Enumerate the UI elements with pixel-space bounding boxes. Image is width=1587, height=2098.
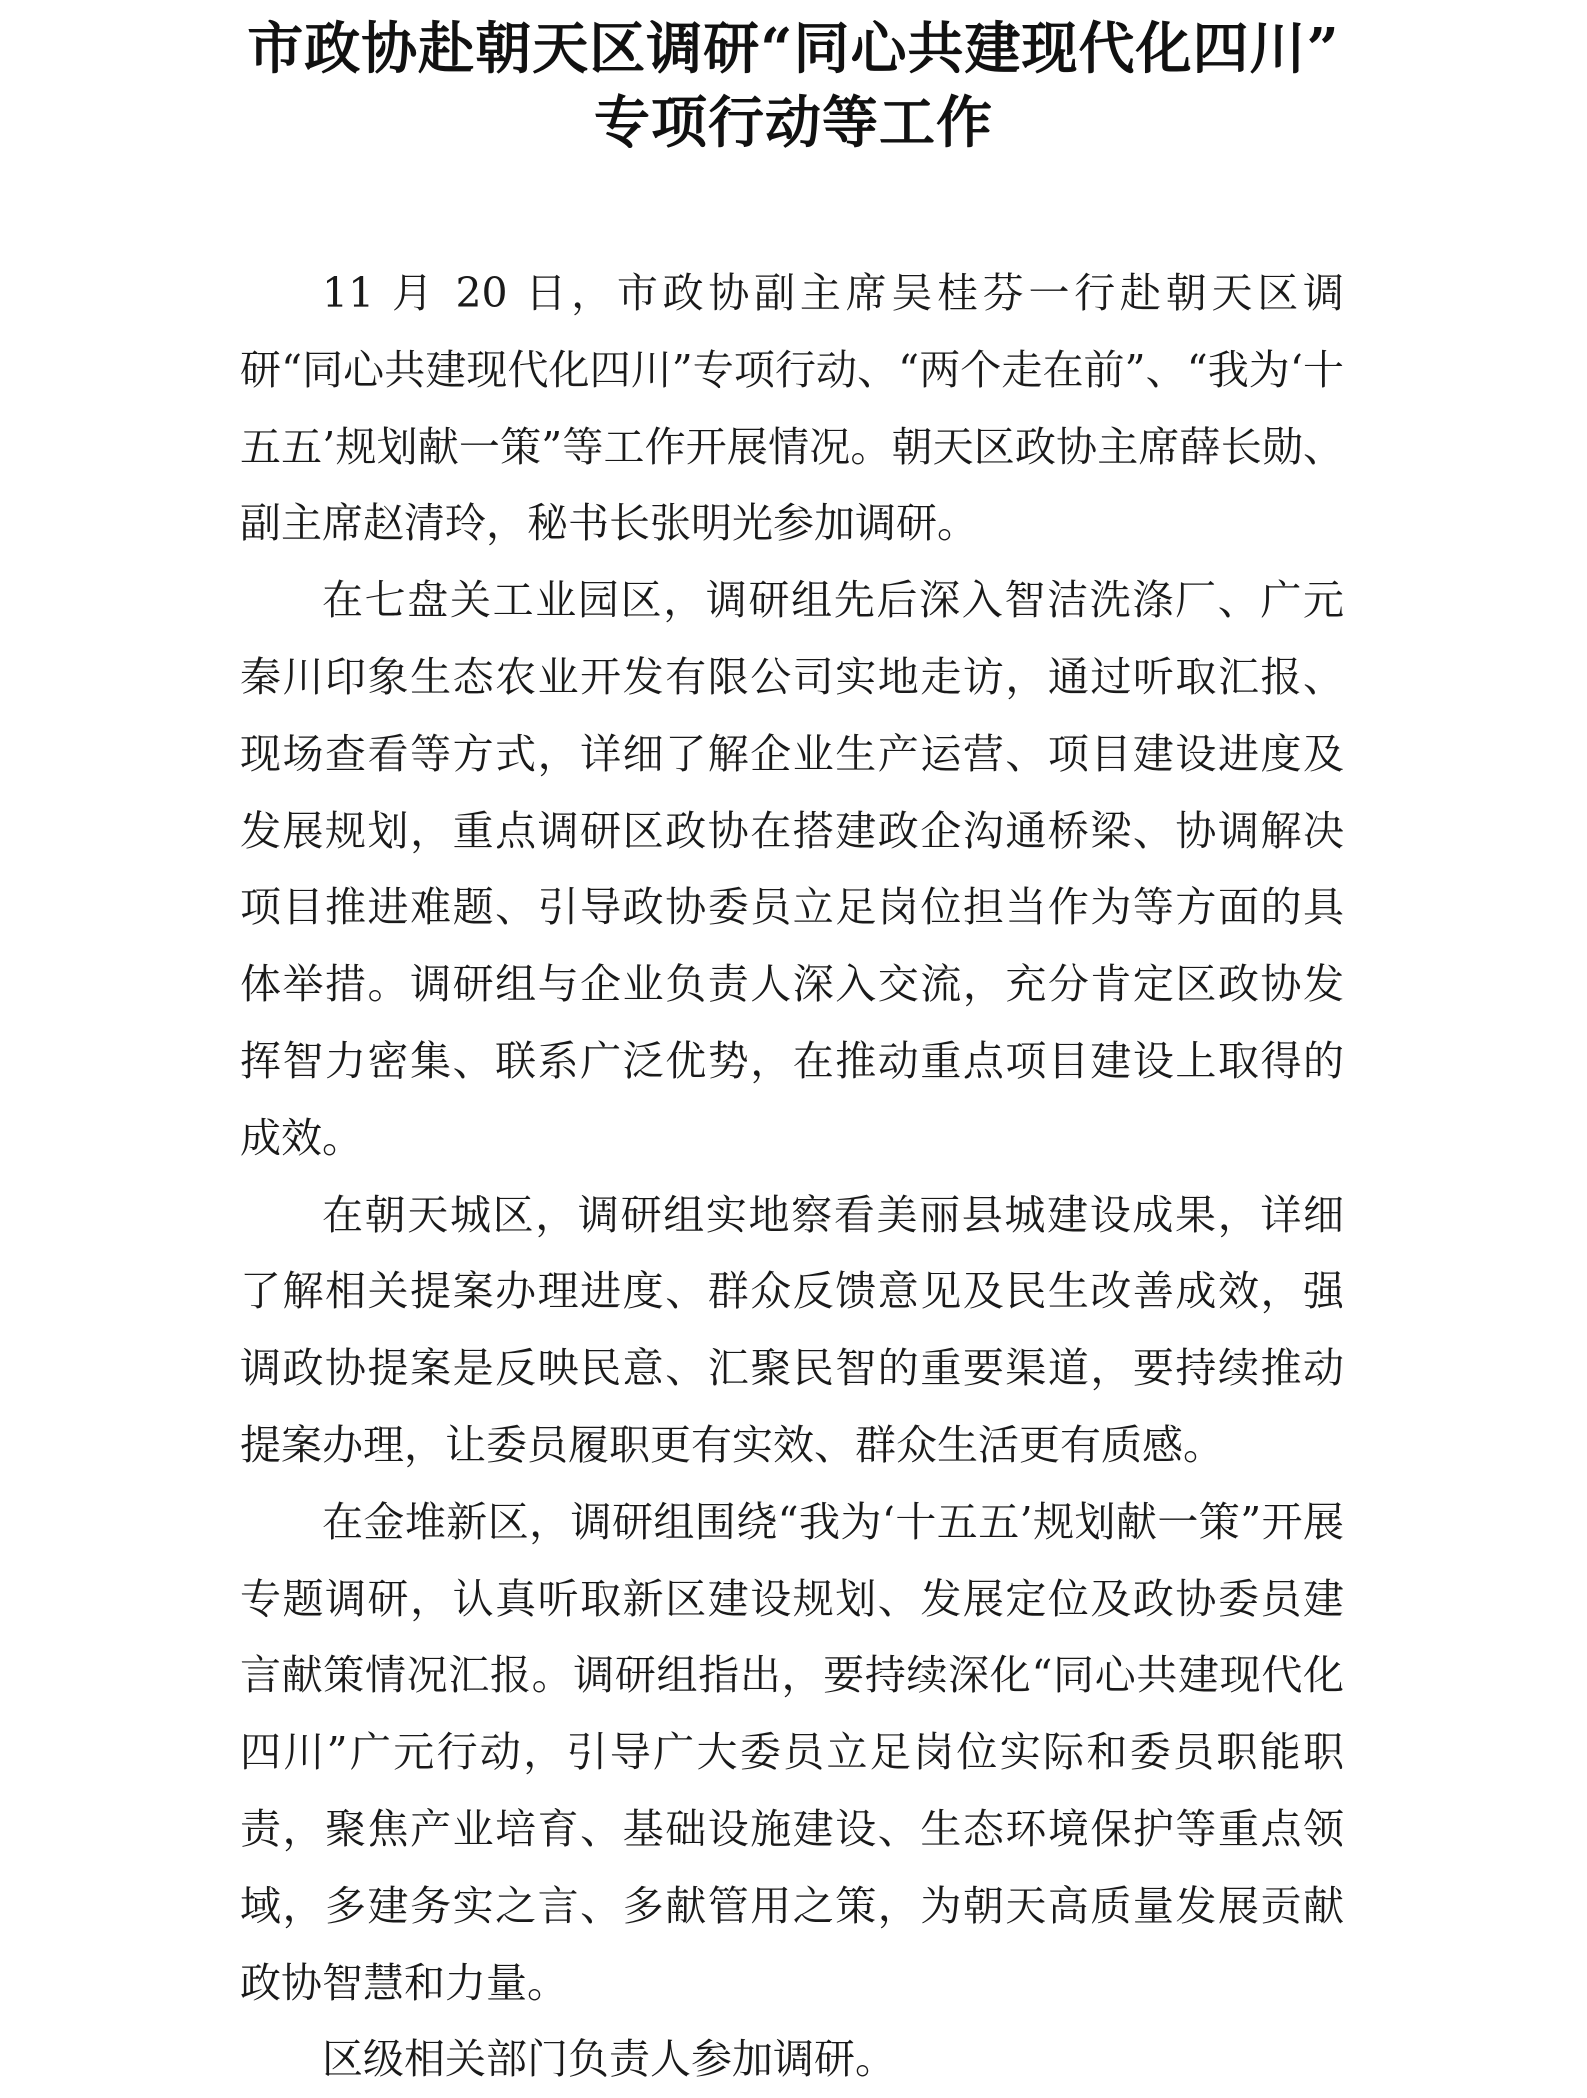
- article-body: [240, 255, 1344, 2098]
- article-title-line-2: 专项行动等工作: [594, 90, 993, 156]
- article-title-line-1: 市政协赴朝天区调研“同心共建现代化四川”: [247, 16, 1340, 82]
- paragraph-5: 区级相关部门负责人参加调研。: [322, 2035, 896, 2084]
- paragraph-2: 在七盘关工业园区，调研组先后深入智洁洗涤厂、广元秦川印象生态农业开发有限公司实地走访，通过听取汇报、现场查看等方式，详细了解企业生产运营、项目建设进度及发展规划，重点调研区政协在搭建政企沟通桥梁、协调解决项目推进难题、引导政协委员立足岗位担当作为等方面的具体举措。调研组与企业负责人深入交流，充分肯定区政协发挥智力密集、联系广泛优势，在推动重点项目建设上取得的成效。: [240, 576, 1344, 1162]
- article-title: [0, 12, 1587, 160]
- paragraph-4: 在金堆新区，调研组围绕“我为‘十五五’规划献一策”开展专题调研，认真听取新区建设规划、发展定位及政协委员建言献策情况汇报。调研组指出，要持续深化“同心共建现代化四川”广元行动，引导广大委员立足岗位实际和委员职能职责，聚焦产业培育、基础设施建设、生态环境保护等重点领域，多建务实之言、多献管用之策，为朝天高质量发展贡献政协智慧和力量。: [240, 1497, 1344, 2007]
- paragraph-1: 11 月 20 日，市政协副主席吴桂芬一行赴朝天区调研“同心共建现代化四川”专项行动、“两个走在前”、“我为‘十五五’规划献一策”等工作开展情况。朝天区政协主席薛长勋、副主席赵清玲，秘书长张明光参加调研。: [240, 269, 1344, 548]
- paragraph-3: 在朝天城区，调研组实地察看美丽县城建设成果，详细了解相关提案办理进度、群众反馈意见及民生改善成效，强调政协提案是反映民意、汇聚民智的重要渠道，要持续推动提案办理，让委员履职更有实效、群众生活更有质感。: [240, 1190, 1344, 1469]
